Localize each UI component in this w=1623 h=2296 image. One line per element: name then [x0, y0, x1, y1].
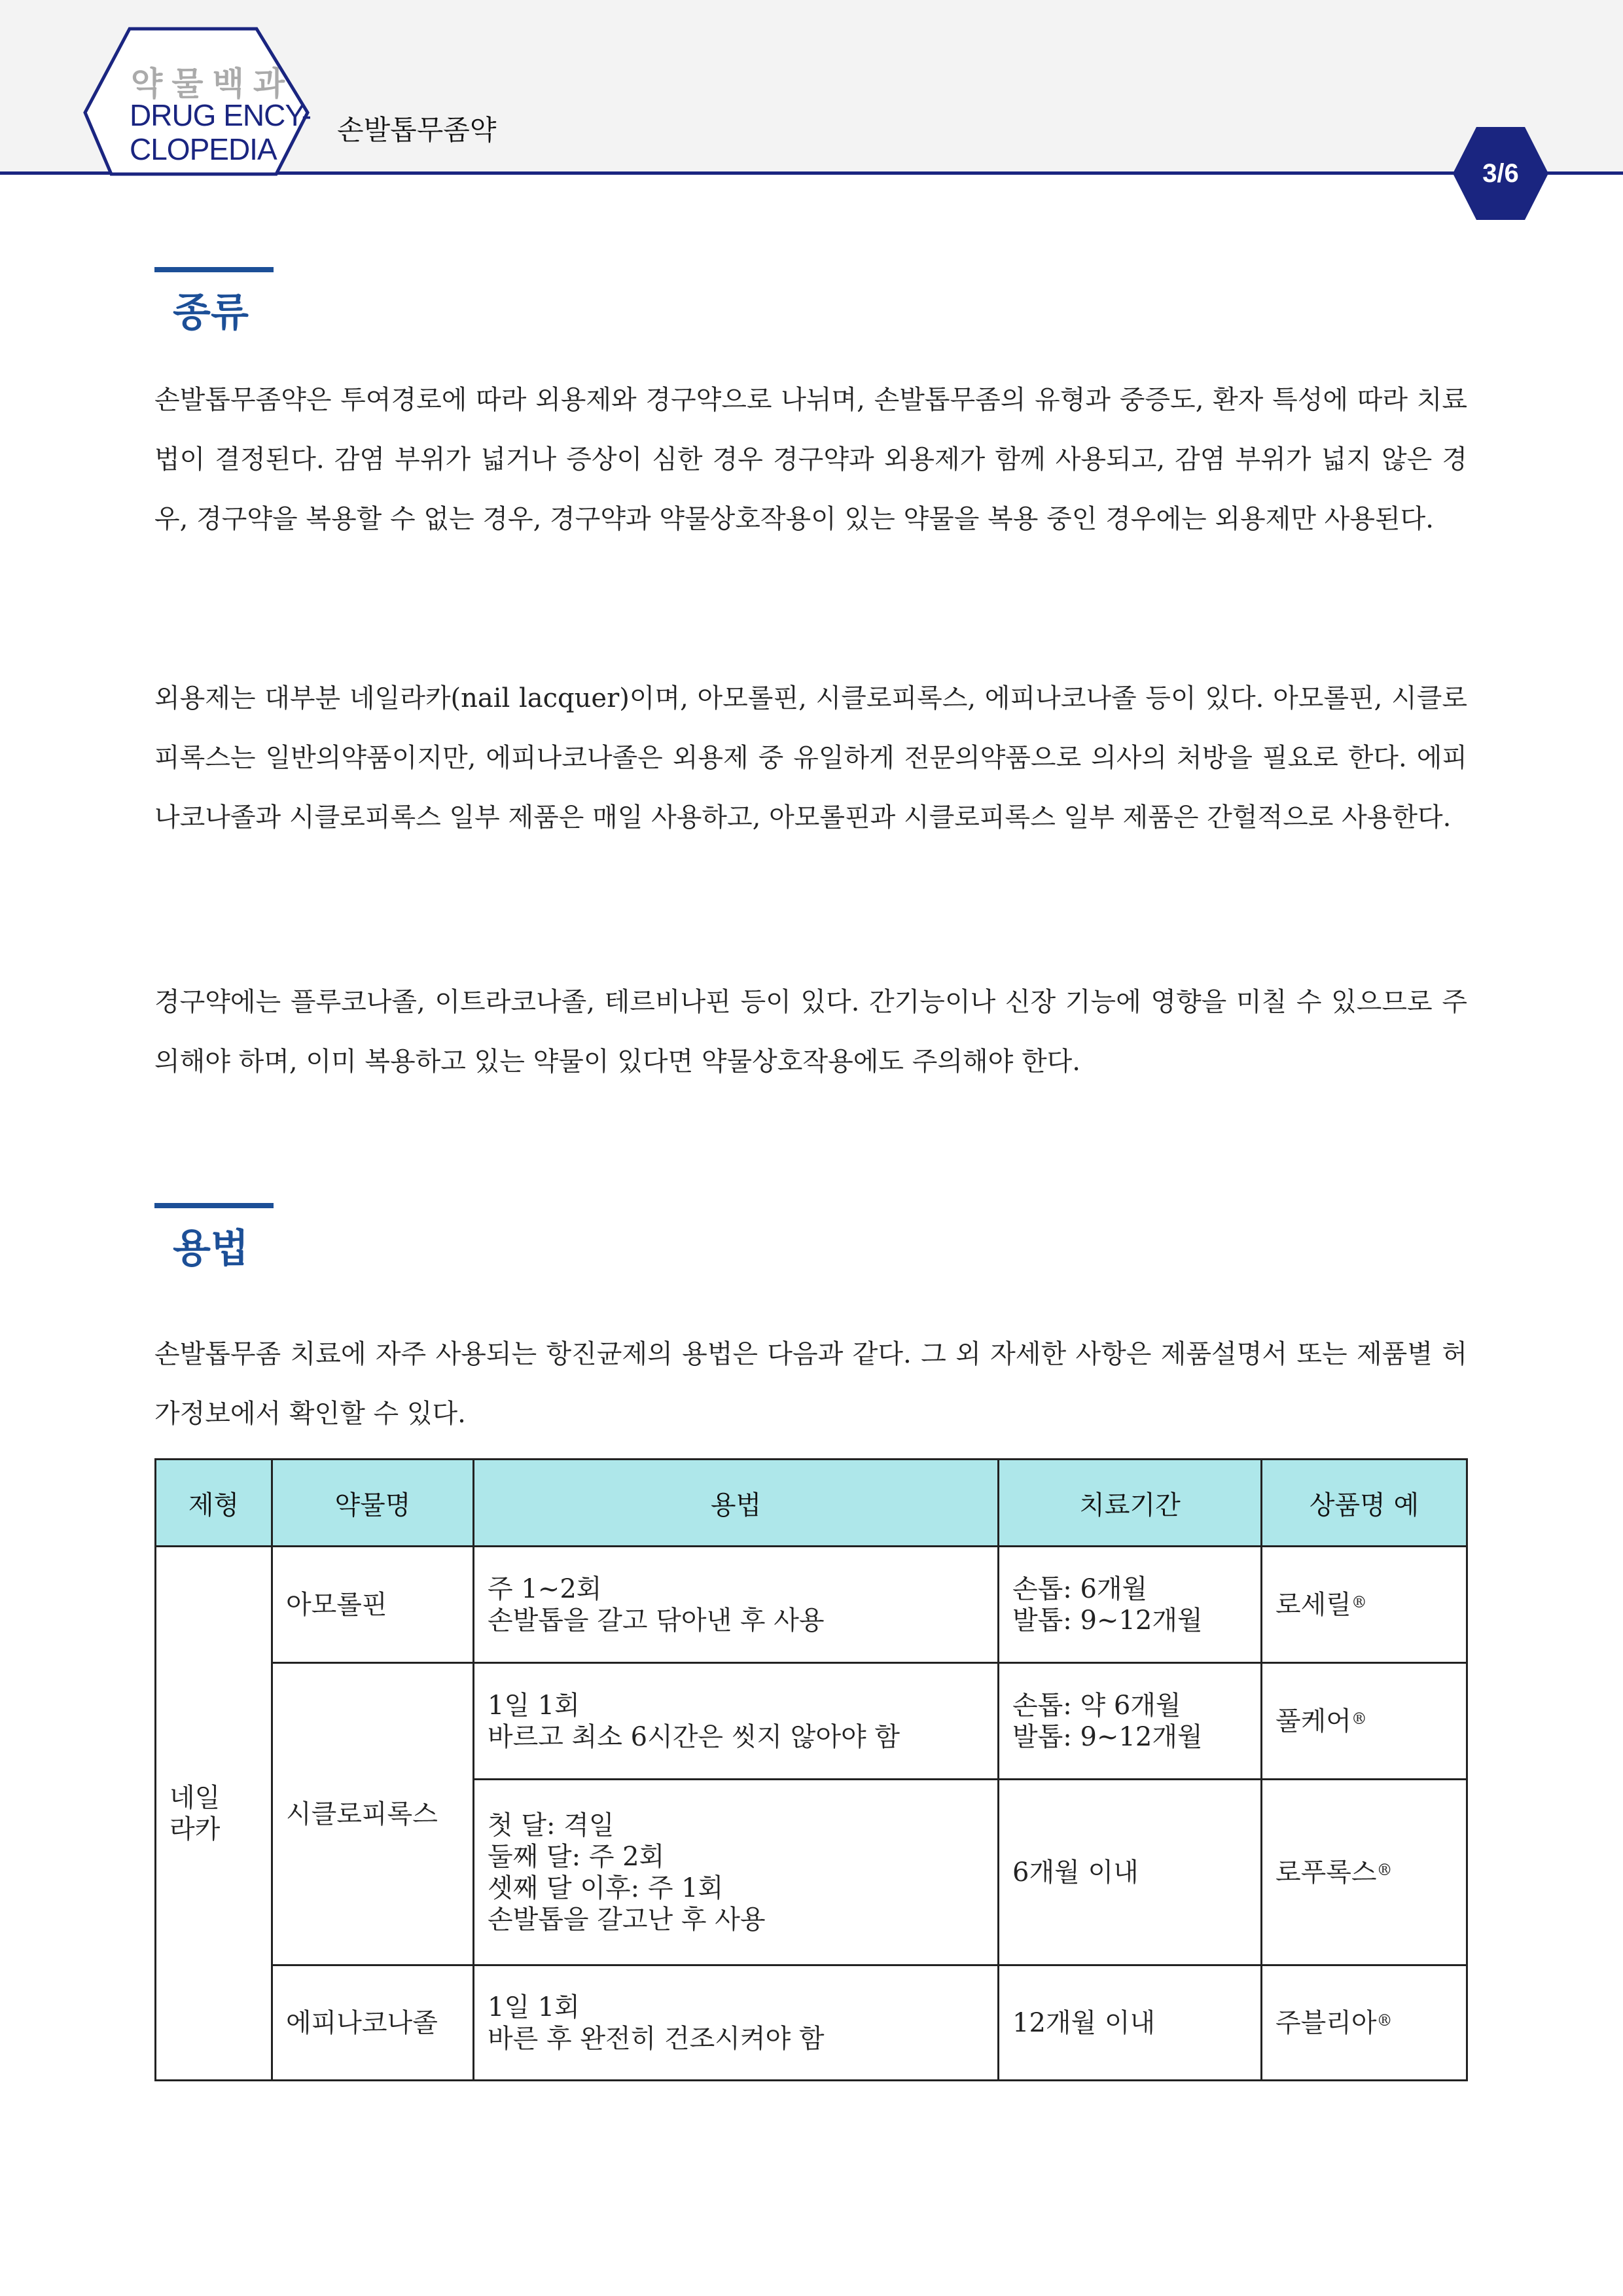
brand-name: 주블리아	[1275, 2007, 1377, 2038]
usage-cell: 첫 달: 격일 둘째 달: 주 2회 셋째 달 이후: 주 1회 손발톱을 갈고난 후 사용	[474, 1780, 999, 1965]
logo-english-line1: DRUG ENCY-	[130, 98, 312, 132]
types-paragraph-1: 손발톱무좀약은 투여경로에 따라 외용제와 경구약으로 나뉘며, 손발톱무좀의 유형과 중증도, 환자 특성에 따라 치료법이 결정된다. 감염 부위가 넓거나 증상이 심한 경우 경구약과 외용제가 함께 사용되고, 감염 부위가 넓지 않은 경우, 경구약을 복용할 수 없는 경우, 경구약과 약물상호작용이 있는 약물을 복용 중인 경우에는 외용제만 사용된다.	[154, 385, 1467, 534]
logo-korean: 약물백과	[131, 65, 294, 103]
period-cell: 손톱: 6개월 발톱: 9~12개월	[999, 1547, 1262, 1663]
section-types-bar	[154, 267, 274, 272]
usage-intro: 손발톱무좀 치료에 자주 사용되는 항진균제의 용법은 다음과 같다. 그 외 자세한 사항은 제품설명서 또는 제품별 허가정보에서 확인할 수 있다.	[154, 1339, 1467, 1429]
brand-cell	[1262, 1780, 1467, 1965]
usage-cell: 1일 1회 바르고 최소 6시간은 씻지 않아야 함	[474, 1663, 999, 1780]
section-types-heading: 종류	[173, 290, 249, 336]
dosage-table	[154, 1458, 1468, 2081]
header-usage: 용법	[474, 1460, 999, 1547]
logo-english-line2: CLOPEDIA	[130, 132, 277, 166]
drug-cell: 아모롤핀	[272, 1547, 474, 1663]
types-paragraph-3: 경구약에는 플루코나졸, 이트라코나졸, 테르비나핀 등이 있다. 간기능이나 신장 기능에 영향을 미칠 수 있으므로 주의해야 하며, 이미 복용하고 있는 약물이 있다면 약물상호작용에도 주의해야 한다.	[154, 987, 1467, 1077]
drug-cell: 에피나코나졸	[272, 1965, 474, 2081]
drug-cell: 시클로피록스	[272, 1663, 474, 1965]
header-brand: 상품명 예	[1262, 1460, 1467, 1547]
brand-cell	[1262, 1965, 1467, 2081]
table-row	[156, 1965, 1467, 2081]
brand-name: 풀케어	[1275, 1706, 1351, 1736]
period-cell: 손톱: 약 6개월 발톱: 9~12개월	[999, 1663, 1262, 1780]
registered-mark: ®	[1376, 2011, 1393, 2030]
brand-cell	[1262, 1663, 1467, 1780]
logo-english	[130, 98, 311, 166]
table-row	[156, 1663, 1467, 1780]
table-header-row	[156, 1460, 1467, 1547]
usage-cell: 주 1~2회 손발톱을 갈고 닦아낸 후 사용	[474, 1547, 999, 1663]
brand-name: 로세릴	[1275, 1589, 1351, 1620]
header-formulation: 제형	[156, 1460, 272, 1547]
usage-cell: 1일 1회 바른 후 완전히 건조시켜야 함	[474, 1965, 999, 2081]
header-period: 치료기간	[999, 1460, 1262, 1547]
section-usage-bar	[154, 1203, 274, 1208]
brand-cell	[1262, 1547, 1467, 1663]
section-usage-heading: 용법	[173, 1226, 249, 1272]
brand-name: 로푸록스	[1275, 1857, 1377, 1888]
table-row	[156, 1547, 1467, 1663]
period-cell: 12개월 이내	[999, 1965, 1262, 2081]
registered-mark: ®	[1376, 1860, 1393, 1879]
registered-mark: ®	[1351, 1592, 1367, 1611]
document-title: 손발톱무좀약	[337, 114, 497, 146]
formulation-cell: 네일 라카	[156, 1547, 272, 2081]
header-drug: 약물명	[272, 1460, 474, 1547]
registered-mark: ®	[1351, 1709, 1367, 1728]
types-paragraph-2: 외용제는 대부분 네일라카(nail lacquer)이며, 아모롤핀, 시클로피록스, 에피나코나졸 등이 있다. 아모롤핀, 시클로피록스는 일반의약품이지만, 에피나코나졸은 외용제 중 유일하게 전문의약품으로 의사의 처방을 필요로 한다. 에피나코나졸과 시클로피록스 일부 제품은 매일 사용하고, 아모롤핀과 시클로피록스 일부 제품은 간헐적으로 사용한다.	[154, 683, 1467, 833]
period-cell: 6개월 이내	[999, 1780, 1262, 1965]
page-indicator: 3/6	[1482, 158, 1519, 188]
